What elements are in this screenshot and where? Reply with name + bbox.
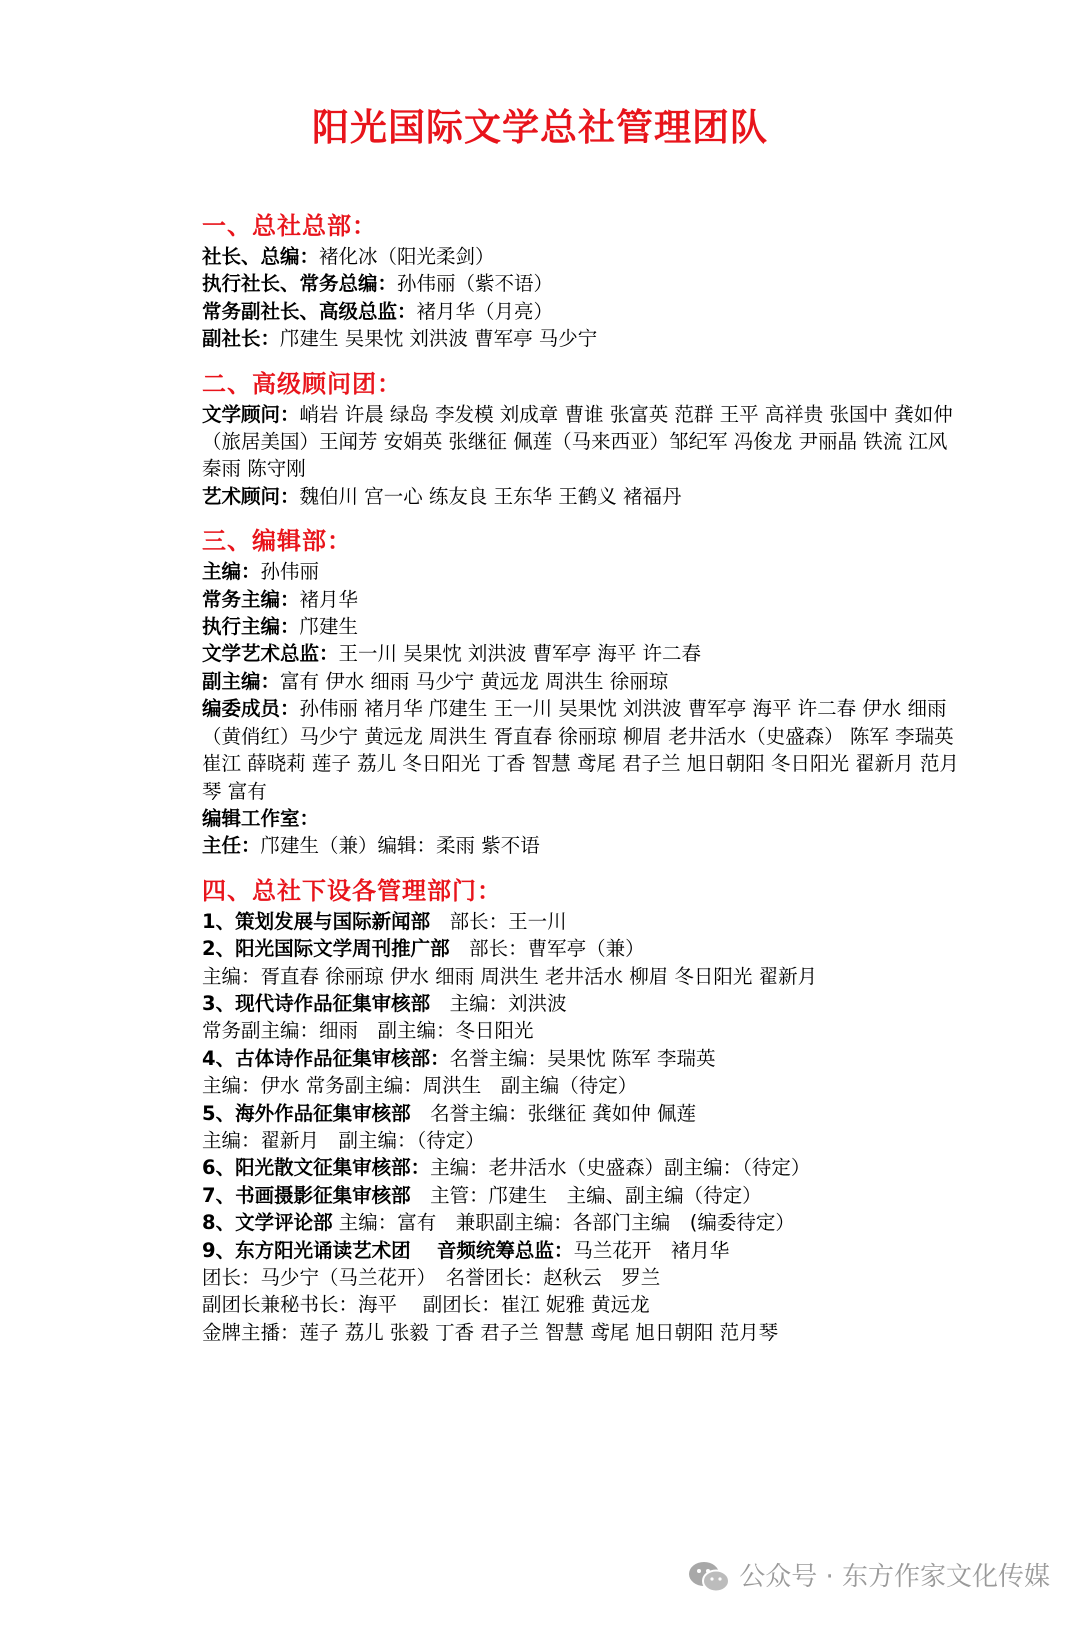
role-line <box>202 325 962 352</box>
role-line <box>202 805 962 832</box>
role-line <box>202 270 962 297</box>
role-label: 文学顾问： <box>202 402 300 426</box>
section-heading: 四、总社下设各管理部门： <box>202 876 502 905</box>
department-detail-line: 主编：翟新月 副主编：（待定） <box>202 1128 485 1152</box>
role-label: 主任： <box>202 834 261 858</box>
department-detail: 名誉主编：张继征 龚如仲 佩莲 <box>410 1101 696 1125</box>
section-heading: 二、高级顾问团： <box>202 369 402 398</box>
role-line <box>202 668 962 695</box>
department-name: 1、策划发展与国际新闻部 <box>202 909 431 933</box>
department-detail: 部长：王一川 <box>430 909 567 933</box>
role-label: 副主编： <box>202 669 281 693</box>
department-line <box>202 1237 962 1264</box>
role-value: 褚化冰（阳光柔剑） <box>319 245 495 268</box>
role-value: 褚月华（月亮） <box>416 299 554 323</box>
role-line <box>202 298 962 325</box>
role-value: 邝建生 吴果忱 刘洪波 曹军亭 马少宁 <box>280 327 598 351</box>
role-label: 执行社长、常务总编： <box>202 272 398 296</box>
department-detail: 马兰花开 褚月华 <box>573 1238 730 1262</box>
role-line <box>202 401 962 483</box>
department-detail-line: 金牌主播：莲子 荔儿 张毅 丁香 君子兰 智慧 鸢尾 旭日朝阳 范月琴 <box>202 1320 779 1344</box>
department-name: 7、书画摄影征集审核部 <box>202 1183 411 1207</box>
role-value: 孙伟丽 褚月华 邝建生 王一川 吴果忱 刘洪波 曹军亭 海平 许二春 伊水 细雨（黄俏红）马少宁 黄远龙 周洪生 胥直春 徐丽琼 柳眉 老井活水（史盛森） 陈军 李瑞英 崔江 薛晓莉 莲子 荔儿 冬日阳光 丁香 智慧 鸢尾 君子兰 旭日朝阳 冬日阳光 翟新月 范月琴 富有 <box>202 697 959 803</box>
role-label: 社长、总编： <box>202 245 320 268</box>
role-value: 邝建生 <box>299 615 359 639</box>
role-value: 褚月华 <box>299 587 359 611</box>
role-value: 峭岩 许晨 绿岛 李发模 刘成章 曹谁 张富英 范群 王平 高祥贵 张国中 龚如仲（旅居美国）王闻芳 安娟英 张继征 佩莲（马来西亚）邹纪军 冯俊龙 尹丽晶 铁流 江风秦雨 陈守刚 <box>202 402 953 481</box>
section-departments <box>202 875 962 1347</box>
department-detail-line: 主编：伊水 常务副主编：周洪生 副主编（待定） <box>202 1074 638 1098</box>
role-label: 执行主编： <box>202 615 300 639</box>
role-value: 富有 伊水 细雨 马少宁 黄远龙 周洪生 徐丽琼 <box>280 669 669 693</box>
section-heading: 三、编辑部： <box>202 527 352 556</box>
department-line <box>202 1154 962 1181</box>
role-label: 编委成员： <box>202 697 300 721</box>
department-detail: 名誉主编：吴果忱 陈军 李瑞英 <box>449 1046 716 1070</box>
role-line <box>202 695 962 805</box>
department-detail: 主编：老井活水（史盛森）副主编：（待定） <box>430 1156 811 1180</box>
role-line <box>202 613 962 640</box>
watermark-text: 公众号 · 东方作家文化传媒 <box>739 1562 1050 1592</box>
role-line <box>202 243 962 270</box>
department-name: 4、古体诗作品征集审核部： <box>202 1046 450 1070</box>
department-line <box>202 990 962 1017</box>
department-line <box>202 1045 962 1072</box>
role-label: 主编： <box>202 560 261 584</box>
role-line <box>202 586 962 613</box>
department-detail-line: 主编：胥直春 徐丽琼 伊水 细雨 周洪生 老井活水 柳眉 冬日阳光 翟新月 <box>202 964 818 988</box>
role-line <box>202 640 962 667</box>
department-detail: 主编：富有 兼职副主编：各部门主编 (编委待定） <box>332 1211 795 1235</box>
department-name: 3、现代诗作品征集审核部 <box>202 991 431 1015</box>
role-value: 邝建生（兼）编辑：柔雨 紫不语 <box>260 834 540 858</box>
role-label: 副社长： <box>202 327 281 351</box>
watermark <box>687 1560 1050 1594</box>
role-value: 王一川 吴果忱 刘洪波 曹军亭 海平 许二春 <box>338 642 702 666</box>
department-line <box>202 908 962 935</box>
role-value: 孙伟丽 <box>260 560 320 584</box>
department-detail-line: 团长：马少宁（马兰花开） 名誉团长：赵秋云 罗兰 <box>202 1266 661 1289</box>
page-title: 阳光国际文学总社管理团队 <box>312 106 768 149</box>
department-name: 8、文学评论部 <box>202 1211 333 1235</box>
role-value: 魏伯川 宫一心 练友良 王东华 王鹤义 褚福丹 <box>299 484 682 508</box>
section-heading: 一、总社总部： <box>202 212 377 240</box>
role-line <box>202 832 962 859</box>
department-detail-line: 副团长兼秘书长：海平 副团长：崔江 妮雅 黄远龙 <box>202 1293 650 1317</box>
role-label: 常务主编： <box>202 587 300 611</box>
department-detail: 主编：刘洪波 <box>430 991 567 1015</box>
department-name: 9、东方阳光诵读艺术团 音频统筹总监： <box>202 1238 574 1262</box>
department-name: 5、海外作品征集审核部 <box>202 1101 411 1125</box>
role-label: 文学艺术总监： <box>202 642 339 666</box>
role-value: 孙伟丽（紫不语） <box>397 272 554 296</box>
section-editorial <box>202 525 962 859</box>
department-line <box>202 1209 962 1236</box>
role-label: 常务副社长、高级总监： <box>202 299 417 323</box>
department-detail: 主管：邝建生 主编、副主编（待定） <box>410 1183 762 1207</box>
role-line <box>202 483 962 510</box>
wechat-icon <box>687 1560 731 1594</box>
section-advisors <box>202 368 962 511</box>
document-body <box>202 210 962 1361</box>
department-detail: 部长：曹军亭（兼） <box>449 937 645 961</box>
department-line <box>202 935 962 962</box>
department-detail-line: 常务副主编：细雨 副主编：冬日阳光 <box>202 1019 534 1043</box>
section-headquarters <box>202 210 962 353</box>
role-label: 艺术顾问： <box>202 484 300 508</box>
role-line <box>202 558 962 585</box>
department-line <box>202 1182 962 1209</box>
role-label: 编辑工作室： <box>202 806 320 830</box>
department-name: 6、阳光散文征集审核部： <box>202 1156 431 1180</box>
department-name: 2、阳光国际文学周刊推广部 <box>202 937 450 961</box>
department-line <box>202 1100 962 1127</box>
